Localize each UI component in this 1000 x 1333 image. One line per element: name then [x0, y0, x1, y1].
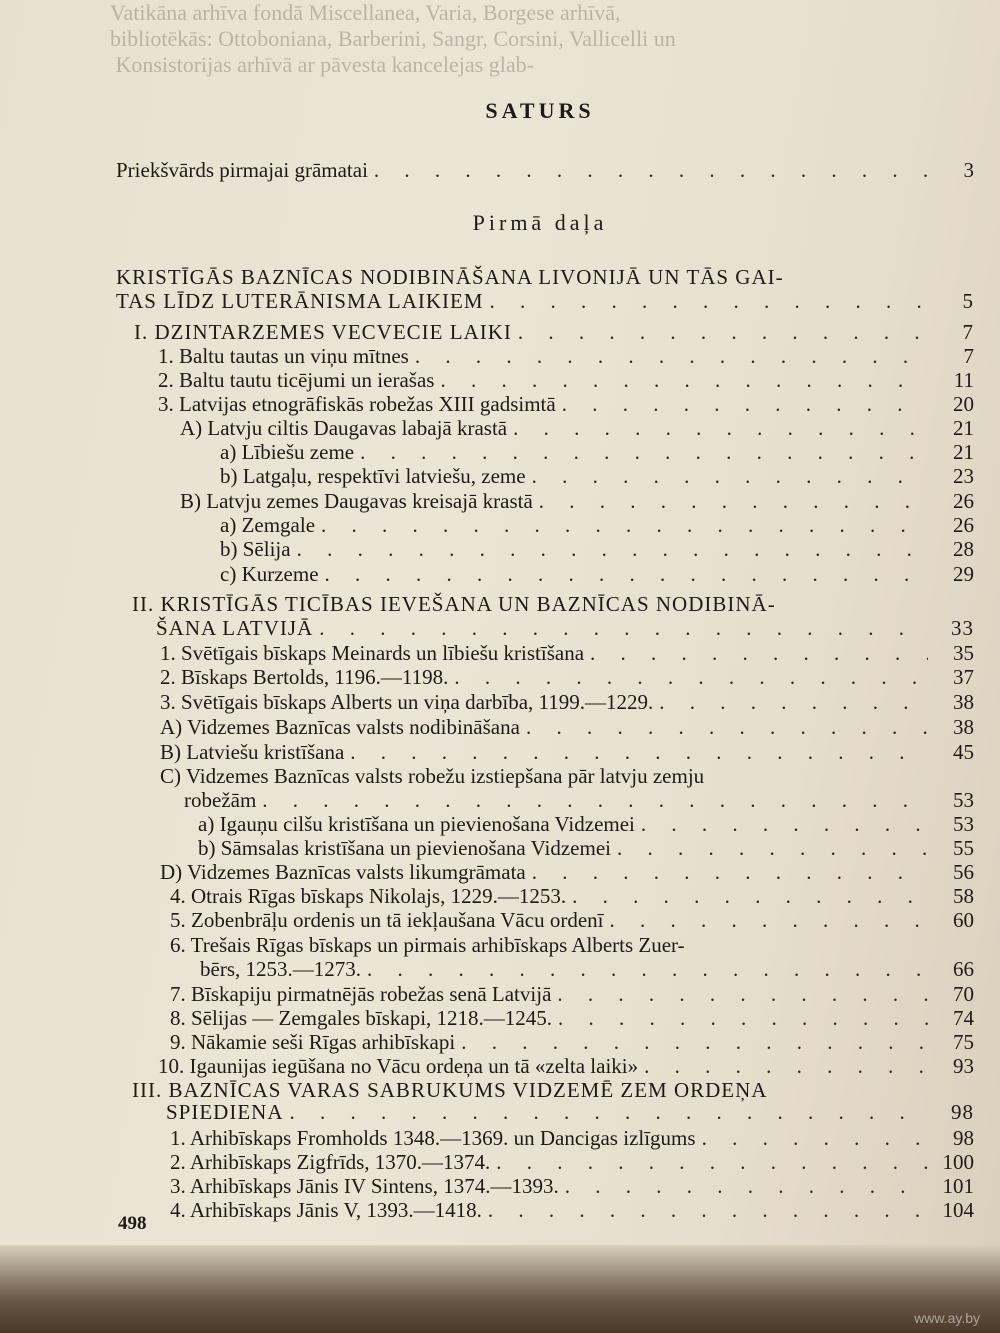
toc-entry: ŠANA LATVIJĀ . . . 33 — [156, 616, 974, 640]
toc-entry: 2. Bīskaps Bertolds, 1196.—1198. . . . 37 — [160, 665, 974, 689]
toc-entry: robežām . . . 53 — [184, 788, 974, 812]
toc-entry-line: KRISTĪGĀS BAZNĪCAS NODIBINĀŠANA LIVONIJĀ UN TĀS GAI- — [116, 265, 784, 289]
page-title: SATURS — [485, 98, 595, 123]
toc-entry-line: II. KRISTĪGĀS TICĪBAS IEVEŠANA UN BAZNĪCAS NODIBINĀ- — [132, 592, 776, 616]
toc-entry: 2. Arhibīskaps Zigfrīds, 1370.—1374. . . . 100 — [170, 1150, 974, 1174]
table-surface — [0, 1245, 1000, 1333]
part-title: Pirmā daļa — [472, 210, 608, 235]
toc-entry: a) Lībiešu zeme . . . 21 — [220, 440, 974, 464]
toc-entry: 8. Sēlijas — Zemgales bīskapi, 1218.—1245. . . . 74 — [170, 1006, 974, 1030]
toc-entry: B) Latviešu kristīšana . . . 45 — [160, 740, 974, 764]
toc-entry: B) Latvju zemes Daugavas kreisajā krastā . . . 26 — [180, 489, 974, 513]
toc-entry-line: C) Vidzemes Baznīcas valsts robežu izstiepšana pār latvju zemju — [160, 764, 705, 788]
toc-entry: A) Vidzemes Baznīcas valsts nodibināšana . . . 38 — [160, 715, 974, 739]
toc-entry: A) Latvju ciltis Daugavas labajā krastā . . . 21 — [180, 416, 974, 440]
toc-entry: 1. Svētīgais bīskaps Meinards un lībiešu kristīšana . . . 35 — [160, 641, 974, 665]
toc-entry: 4. Arhibīskaps Jānis V, 1393.—1418. . . . 104 — [170, 1198, 974, 1222]
toc-entry: 10. Igaunijas iegūšana no Vācu ordeņa un tā «zelta laiki» . . . 93 — [158, 1054, 974, 1078]
toc-entry: a) Igauņu cilšu kristīšana un pievienošana Vidzemei . . . 53 — [198, 812, 974, 836]
toc-entry: 3. Svētīgais bīskaps Alberts un viņa darbība, 1199.—1229. . . . 38 — [160, 690, 974, 714]
toc-entry: c) Kurzeme . . . 29 — [220, 562, 974, 586]
page-number: 498 — [118, 1213, 147, 1234]
toc-entry: b) Sēlija . . . 28 — [220, 537, 974, 561]
toc-entry: bērs, 1253.—1273. . . . 66 — [200, 957, 974, 981]
toc-entry: Priekšvārds pirmajai grāmatai . . . 3 — [116, 158, 974, 182]
toc-entry: 7. Bīskapiju pirmatnējās robežas senā Latvijā . . . 70 — [170, 982, 974, 1006]
toc-entry: SPIEDIENA . . . 98 — [166, 1100, 974, 1124]
toc-entry: 1. Arhibīskaps Fromholds 1348.—1369. un Dancigas izlīgums . . . 98 — [170, 1126, 974, 1150]
toc-entry: D) Vidzemes Baznīcas valsts likumgrāmata . . . 56 — [160, 860, 974, 884]
toc-entry: 4. Otrais Rīgas bīskaps Nikolajs, 1229.—1253. . . . 58 — [170, 884, 974, 908]
toc-entry: 1. Baltu tautas un viņu mītnes . . . 7 — [158, 344, 974, 368]
toc-entry: b) Sāmsalas kristīšana un pievienošana Vidzemei . . . 55 — [198, 836, 974, 860]
toc-entry: a) Zemgale . . . 26 — [220, 513, 974, 537]
bleed-through-text: Vatikāna arhīva fondā Miscellanea, Varia, Borgese arhīvā, bibliotēkās: Ottoboniana, Barberini, Sangr, Corsini, Vallicelli un Konsistorijas arhīvā ar pāvesta kancelejas glab- — [110, 0, 676, 77]
toc-entry-line: 6. Trešais Rīgas bīskaps un pirmais arhibīskaps Alberts Zuer- — [170, 933, 685, 957]
toc-entry: 3. Latvijas etnogrāfiskās robežas XIII gadsimtā . . . 20 — [158, 392, 974, 416]
toc-entry: 2. Baltu tautu ticējumi un ierašas . . . 11 — [158, 368, 974, 392]
toc-entry: 3. Arhibīskaps Jānis IV Sintens, 1374.—1393. . . . 101 — [170, 1174, 974, 1198]
toc-entry: 5. Zobenbrāļu ordenis un tā iekļaušana Vācu ordenī . . . 60 — [170, 908, 974, 932]
toc-entry: I. DZINTARZEMES VECVECIE LAIKI . . . 7 — [134, 320, 974, 344]
toc-entry: TAS LĪDZ LUTERĀNISMA LAIKIEM . . . 5 — [116, 289, 974, 313]
toc-entry: b) Latgaļu, respektīvi latviešu, zeme . . . 23 — [220, 464, 974, 488]
toc-entry-line: III. BAZNĪCAS VARAS SABRUKUMS VIDZEMĒ ZEM ORDEŅA — [132, 1078, 768, 1102]
toc-entry: 9. Nākamie seši Rīgas arhibīskapi . . . 75 — [170, 1030, 974, 1054]
watermark: www.ay.by — [914, 1310, 980, 1326]
